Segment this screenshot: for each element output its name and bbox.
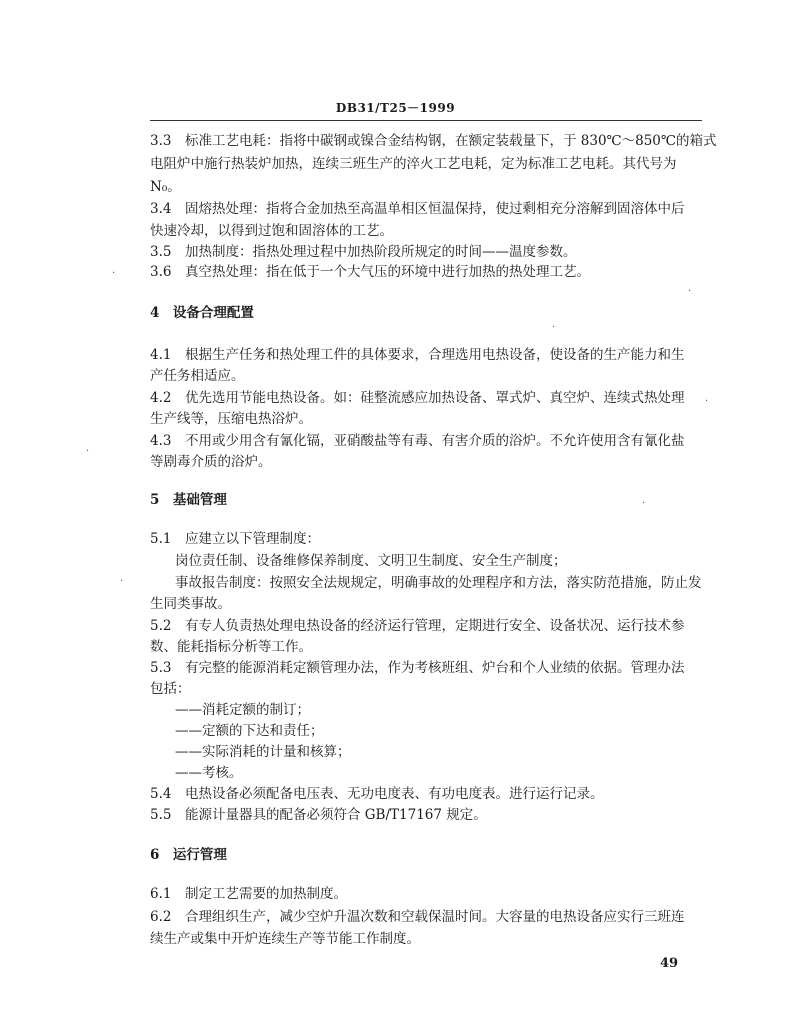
clause-6-2-line-2: 续生产或集中开炉连续生产等节能工作制度。 xyxy=(150,931,420,947)
clause-5-3-line-2: 包括： xyxy=(150,681,191,697)
scan-speck: · xyxy=(552,322,556,333)
clause-5-2-line-2: 数、能耗指标分析等工作。 xyxy=(150,639,312,655)
section-5-heading: 5 基础管理 xyxy=(150,492,227,508)
clause-5-1-item-2-line-1: 事故报告制度：按照安全法规规定，明确事故的处理程序和方法，落实防范措施，防止发 xyxy=(175,575,702,591)
scan-speck: · xyxy=(642,498,646,509)
clause-3-3-line-2: 电阻炉中施行热装炉加热，连续三班生产的淬火工艺电耗，定为标准工艺电耗。其代号为 xyxy=(150,156,677,172)
clause-6-1: 6.1 制定工艺需要的加热制度。 xyxy=(150,886,347,902)
clause-3-3-line-1: 3.3 标准工艺电耗：指将中碳钢或镍合金结构钢，在额定装载量下，于 830℃～850℃的箱式 xyxy=(150,133,717,149)
clause-5-2-line-1: 5.2 有专人负责热处理电热设备的经济运行管理，定期进行安全、设备状况、运行技术参 xyxy=(150,618,685,634)
clause-5-1: 5.1 应建立以下管理制度： xyxy=(150,531,320,547)
document-code-header: DB31/T25－1999 xyxy=(335,101,456,115)
scan-speck: · xyxy=(688,286,692,297)
clause-4-1-line-2: 产任务相适应。 xyxy=(150,368,245,384)
clause-3-4-line-2: 快速冷却，以得到过饱和固溶体的工艺。 xyxy=(150,223,393,239)
clause-3-4-line-1: 3.4 固熔热处理：指将合金加热至高温单相区恒温保持，使过剩相充分溶解到固溶体中后 xyxy=(150,201,685,217)
scan-speck: · xyxy=(120,576,124,587)
clause-4-2-line-1: 4.2 优先选用节能电热设备。如：硅整流感应加热设备、罩式炉、真空炉、连续式热处理 xyxy=(150,390,685,406)
clause-5-3-item-2: ——定额的下达和责任； xyxy=(175,723,324,739)
scan-speck: · xyxy=(112,268,116,279)
scan-speck: · xyxy=(705,396,709,407)
section-4-heading: 4 设备合理配置 xyxy=(150,305,254,321)
clause-4-3-line-1: 4.3 不用或少用含有氰化镉，亚硝酸盐等有毒、有害介质的浴炉。不允许使用含有氰化盐 xyxy=(150,433,685,449)
clause-5-3-item-3: ——实际消耗的计量和核算； xyxy=(175,744,351,760)
clause-5-4: 5.4 电热设备必须配备电压表、无功电度表、有功电度表。进行运行记录。 xyxy=(150,786,604,802)
section-6-heading: 6 运行管理 xyxy=(150,847,227,863)
clause-3-6: 3.6 真空热处理：指在低于一个大气压的环境中进行加热的热处理工艺。 xyxy=(150,264,590,280)
header-rule xyxy=(150,120,702,121)
page-number: 49 xyxy=(660,956,679,971)
clause-4-2-line-2: 生产线等，压缩电热浴炉。 xyxy=(150,411,312,427)
clause-3-5: 3.5 加热制度：指热处理过程中加热阶段所规定的时间——温度参数。 xyxy=(150,244,577,260)
clause-6-2-line-1: 6.2 合理组织生产，减少空炉升温次数和空载保温时间。大容量的电热设备应实行三班连 xyxy=(150,909,685,925)
clause-5-1-item-1: 岗位责任制、设备维修保养制度、文明卫生制度、安全生产制度； xyxy=(175,553,567,569)
clause-4-3-line-2: 等剧毒介质的浴炉。 xyxy=(150,454,272,470)
scan-speck: · xyxy=(86,446,90,457)
clause-5-3-line-1: 5.3 有完整的能源消耗定额管理办法，作为考核班组、炉台和个人业绩的依据。管理办法 xyxy=(150,660,685,676)
clause-5-3-item-1: ——消耗定额的制订； xyxy=(175,702,310,718)
clause-3-3-line-3: N₀。 xyxy=(150,179,181,195)
clause-5-5: 5.5 能源计量器具的配备必须符合 GB/T17167 规定。 xyxy=(150,807,487,823)
clause-5-1-item-2-line-2: 生同类事故。 xyxy=(150,596,231,612)
clause-5-3-item-4: ——考核。 xyxy=(175,765,243,781)
clause-4-1-line-1: 4.1 根据生产任务和热处理工件的具体要求，合理选用电热设备，使设备的生产能力和生 xyxy=(150,347,685,363)
